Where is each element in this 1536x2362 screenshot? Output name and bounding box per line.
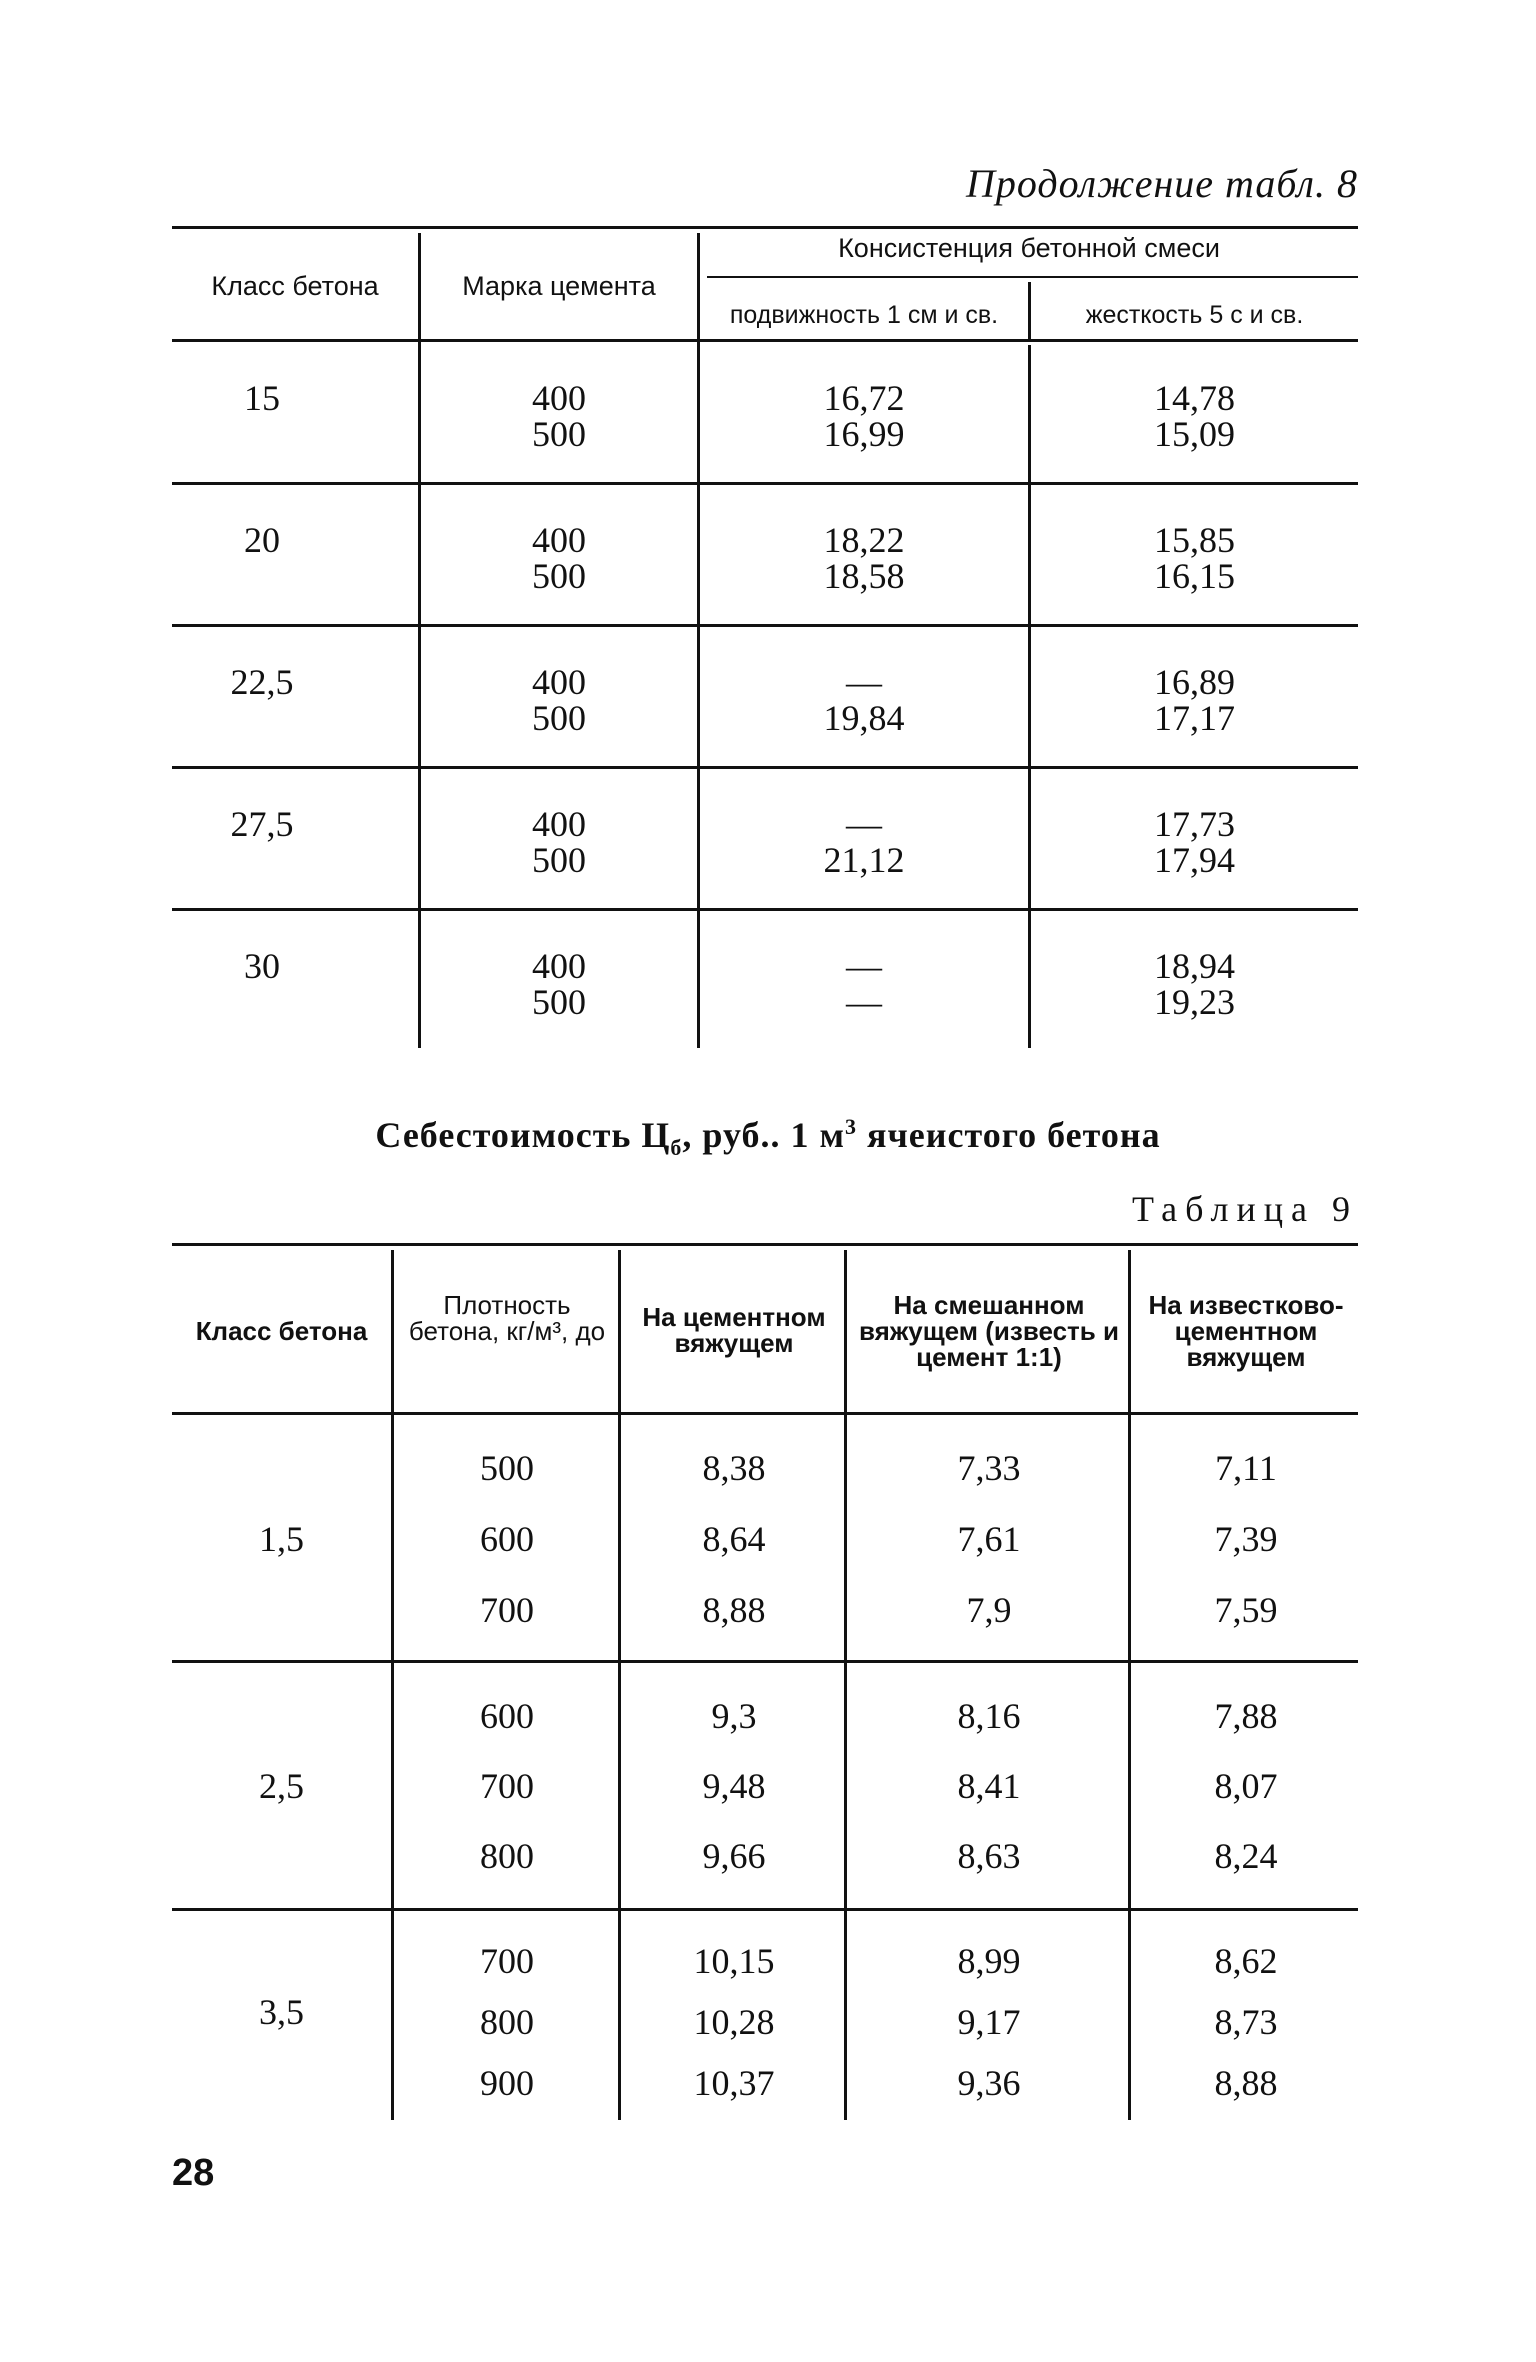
table-cell-podvizhnost: 16,72 [823, 378, 905, 418]
header-plotnost: Плотность бетона, кг/м³, до [408, 1290, 606, 1346]
header-marka-cementa: Марка цемента [462, 271, 656, 301]
table-cell-marka: 400 [532, 804, 586, 844]
header-lime-cement-binder: На известково-цементном вяжущем [1148, 1290, 1344, 1372]
table-row-klass: 22,5 [230, 662, 294, 702]
header-podvizhnost: подвижность 1 см и св. [729, 301, 999, 329]
caption-superscript: 3 [845, 1114, 858, 1139]
table-cell-cement: 10,28 [693, 2002, 775, 2042]
continuation-title: Продолжение табл. 8 [965, 161, 1358, 206]
table-cell-zhestkost: 14,78 [1154, 378, 1235, 418]
table-cell-lime: 7,39 [1214, 1519, 1278, 1559]
table-cell-lime: 7,59 [1214, 1590, 1278, 1630]
table-cell-zhestkost: 15,09 [1154, 414, 1235, 454]
table-cell-density: 800 [480, 1836, 534, 1876]
table-cell-podvizhnost: — [846, 662, 882, 702]
row-rule [172, 624, 1358, 627]
table-cell-zhestkost: 15,85 [1154, 520, 1235, 560]
table-top-rule [172, 226, 1358, 229]
table-cell-zhestkost: 17,73 [1154, 804, 1235, 844]
table-cell-zhestkost: 16,15 [1154, 556, 1235, 596]
header-klass-betona: Класс бетона [195, 1316, 368, 1346]
header-bottom-rule [172, 339, 1358, 342]
group-rule [172, 1908, 1358, 1911]
table-row-klass: 30 [244, 946, 280, 986]
column-rule [391, 1250, 394, 2120]
caption-middle: , руб.. 1 м [682, 1115, 846, 1155]
table-cell-mixed: 8,41 [957, 1766, 1021, 1806]
table-cell-mixed: 7,9 [966, 1590, 1012, 1630]
column-rule [844, 1250, 847, 2120]
table-top-rule [172, 1243, 1358, 1246]
table-cell-cement: 9,3 [711, 1696, 757, 1736]
table-cell-mixed: 9,17 [957, 2002, 1021, 2042]
column-rule [697, 233, 700, 1048]
table-cell-mixed: 7,33 [957, 1448, 1021, 1488]
table-cell-marka: 500 [532, 556, 586, 596]
table-cell-cement: 10,15 [693, 1941, 775, 1981]
table-cell-lime: 7,88 [1214, 1696, 1278, 1736]
table-cell-cement: 8,38 [702, 1448, 766, 1488]
table-cell-zhestkost: 17,17 [1154, 698, 1235, 738]
table-cell-marka: 500 [532, 698, 586, 738]
caption-end: ячеистого бетона [857, 1115, 1161, 1155]
table-cell-zhestkost: 17,94 [1154, 840, 1235, 880]
table-cell-lime: 8,62 [1214, 1941, 1278, 1981]
table-cell-marka: 500 [532, 840, 586, 880]
column-rule [618, 1250, 621, 2120]
table-9-label: Таблица 9 [1132, 1189, 1358, 1229]
table-row-klass: 3,5 [259, 1992, 304, 2032]
table-cell-podvizhnost: 19,84 [823, 698, 905, 738]
table-cell-zhestkost: 18,94 [1154, 946, 1235, 986]
table-row-klass: 20 [244, 520, 280, 560]
table-cell-marka: 400 [532, 520, 586, 560]
table-row-klass: 15 [244, 378, 280, 418]
table-cell-lime: 8,73 [1214, 2002, 1278, 2042]
table-cell-marka: 500 [532, 982, 586, 1022]
table-cell-podvizhnost: — [846, 982, 882, 1022]
table-cell-mixed: 8,16 [957, 1696, 1021, 1736]
table-cell-cement: 9,66 [702, 1836, 766, 1876]
table-cell-mixed: 8,63 [957, 1836, 1021, 1876]
table-cell-podvizhnost: 21,12 [823, 840, 905, 880]
caption-subscript: б [670, 1135, 683, 1161]
column-rule [1128, 1250, 1131, 2120]
table-cell-density: 700 [480, 1941, 534, 1981]
table-cell-density: 700 [480, 1766, 534, 1806]
table-cell-density: 800 [480, 2002, 534, 2042]
header-consistency-group: Консистенция бетонной смеси [838, 233, 1220, 263]
table-cell-mixed: 7,61 [957, 1519, 1021, 1559]
table-cell-cement: 10,37 [693, 2063, 775, 2103]
table-cell-cement: 9,48 [702, 1766, 766, 1806]
table-cell-marka: 500 [532, 414, 586, 454]
table-cell-mixed: 9,36 [957, 2063, 1021, 2103]
table-cell-density: 700 [480, 1590, 534, 1630]
page-number: 28 [172, 2152, 215, 2194]
table-cell-marka: 400 [532, 662, 586, 702]
header-cement-binder: На цементном вяжущем [642, 1302, 826, 1358]
header-group-rule [707, 276, 1358, 278]
header-zhestkost: жесткость 5 с и св. [1085, 301, 1304, 329]
table-row-klass: 1,5 [259, 1519, 304, 1559]
table-cell-density: 600 [480, 1519, 534, 1559]
header-mixed-binder: На смешанном вяжущем (известь и цемент 1:1) [859, 1290, 1119, 1372]
table-cell-density: 600 [480, 1696, 534, 1736]
table-cell-density: 900 [480, 2063, 534, 2103]
table-cell-lime: 7,11 [1215, 1448, 1277, 1488]
table-cell-cement: 8,88 [702, 1590, 766, 1630]
caption-main: Себестоимость Ц [375, 1115, 671, 1155]
column-rule [418, 233, 421, 1048]
row-rule [172, 766, 1358, 769]
table-cell-podvizhnost: 18,58 [823, 556, 905, 596]
table-cell-lime: 8,88 [1214, 2063, 1278, 2103]
table-cell-podvizhnost: 16,99 [823, 414, 905, 454]
table-cell-marka: 400 [532, 946, 586, 986]
table-cell-podvizhnost: 18,22 [823, 520, 905, 560]
table-cell-density: 500 [480, 1448, 534, 1488]
table-cell-zhestkost: 19,23 [1154, 982, 1235, 1022]
header-bottom-rule [172, 1412, 1358, 1415]
table-cell-lime: 8,24 [1214, 1836, 1278, 1876]
group-rule [172, 1660, 1358, 1663]
table-cell-mixed: 8,99 [957, 1941, 1021, 1981]
table-row-klass: 2,5 [259, 1766, 304, 1806]
row-rule [172, 908, 1358, 911]
table-cell-podvizhnost: — [846, 804, 882, 844]
table-row-klass: 27,5 [230, 804, 294, 844]
table-cell-zhestkost: 16,89 [1154, 662, 1235, 702]
table-cell-marka: 400 [532, 378, 586, 418]
table-cell-lime: 8,07 [1214, 1766, 1278, 1806]
table-9-caption [0, 1114, 1536, 1161]
row-rule [172, 482, 1358, 485]
table-cell-cement: 8,64 [702, 1519, 766, 1559]
header-klass-betona: Класс бетона [211, 271, 379, 301]
table-cell-podvizhnost: — [846, 946, 882, 986]
